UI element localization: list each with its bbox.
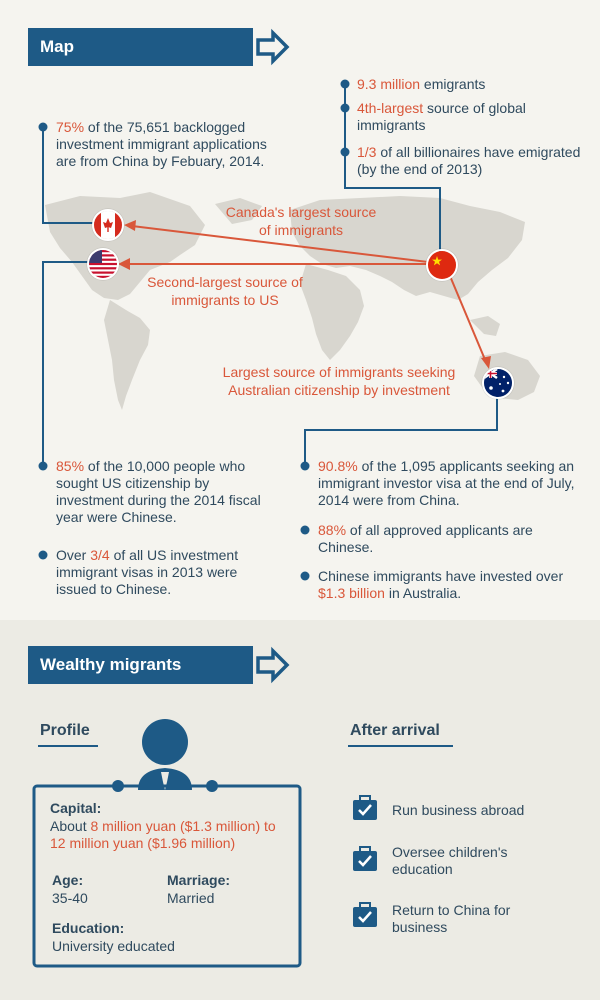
after-arrival-heading: After arrival bbox=[350, 722, 440, 739]
china-note-1 bbox=[357, 76, 587, 93]
after-item-2: Oversee children's education bbox=[392, 844, 508, 877]
arrow-right-icon bbox=[255, 646, 291, 684]
australia-note-1 bbox=[318, 458, 583, 509]
us-flag-icon bbox=[87, 248, 119, 280]
china-note-2-text: source of global immigrants bbox=[357, 100, 526, 133]
canada-note-highlight: 75% bbox=[56, 119, 85, 135]
after-item-3: Return to China for business bbox=[392, 902, 511, 935]
australia-note-2-highlight: 88% bbox=[318, 522, 347, 538]
us-note-2-pre: Over bbox=[56, 547, 91, 563]
us-note-1-text: of the 10,000 people who sought US citizenship by investment during the 2014 fiscal year were Chinese. bbox=[56, 458, 261, 525]
capital-amount: 8 million yuan ($1.3 million) to 12 million yuan ($1.96 million) bbox=[50, 818, 276, 851]
profile-heading: Profile bbox=[40, 722, 90, 739]
label-us: Second-largest source of immigrants to US bbox=[147, 274, 303, 308]
marriage-value: Married bbox=[167, 890, 215, 906]
us-note-1 bbox=[56, 458, 276, 526]
capital-value bbox=[50, 818, 295, 852]
australia-note-1-text: of the 1,095 applicants seeking an immigrant investor visa at the end of July, 2014 were from China. bbox=[318, 458, 575, 508]
wealthy-migrants-banner bbox=[28, 646, 253, 684]
china-note-1-highlight: 9.3 million bbox=[357, 76, 421, 92]
australia-flag-icon bbox=[482, 367, 514, 399]
marriage-label: Marriage: bbox=[167, 872, 231, 888]
capital-label: Capital: bbox=[50, 800, 102, 816]
after-item-1: Run business abroad bbox=[392, 802, 525, 818]
briefcase-check-icon bbox=[352, 902, 378, 928]
wealthy-migrants-title: Wealthy migrants bbox=[40, 655, 182, 674]
china-flag-icon bbox=[426, 249, 458, 281]
china-note-3-text: of all billionaires have emigrated (by the end of 2013) bbox=[357, 144, 581, 177]
australia-note-2-text: of all approved applicants are Chinese. bbox=[318, 522, 533, 555]
briefcase-check-icon bbox=[352, 846, 378, 872]
australia-note-3 bbox=[318, 568, 583, 602]
australia-note-3-text: in Australia. bbox=[384, 585, 462, 601]
us-note-2-text: of all US investment immigrant visas in 2013 were issued to Chinese. bbox=[56, 547, 239, 597]
china-note-2-highlight: 4th-largest bbox=[357, 100, 424, 116]
china-note-1-text: emigrants bbox=[420, 76, 486, 92]
age-value: 35-40 bbox=[52, 890, 88, 906]
us-note-2 bbox=[56, 547, 271, 598]
age-label: Age: bbox=[52, 872, 84, 888]
canada-flag-icon bbox=[92, 209, 124, 241]
canada-note-text: of the 75,651 backlogged investment immigrant applications are from China by Febuary, 2014. bbox=[56, 119, 267, 169]
education-value: University educated bbox=[52, 938, 175, 954]
australia-note-2 bbox=[318, 522, 583, 556]
australia-note-1-highlight: 90.8% bbox=[318, 458, 358, 474]
china-note-2 bbox=[357, 100, 587, 134]
capital-pre: About bbox=[50, 818, 91, 834]
china-note-3 bbox=[357, 144, 587, 178]
china-note-3-highlight: 1/3 bbox=[357, 144, 377, 160]
label-canada: Canada's largest source of immigrants bbox=[225, 204, 377, 238]
after-arrival-heading-underline bbox=[348, 745, 453, 747]
australia-note-3-highlight: $1.3 billion bbox=[318, 585, 385, 601]
canada-note bbox=[56, 119, 271, 170]
australia-note-3-pre: Chinese immigrants have invested over bbox=[318, 568, 564, 584]
education-label: Education: bbox=[52, 920, 125, 936]
us-note-1-highlight: 85% bbox=[56, 458, 85, 474]
map-title: Map bbox=[40, 37, 74, 56]
briefcase-check-icon bbox=[352, 795, 378, 821]
label-australia: Largest source of immigrants seeking Australian citizenship by investment bbox=[222, 364, 456, 398]
us-note-2-highlight: 3/4 bbox=[90, 547, 110, 563]
